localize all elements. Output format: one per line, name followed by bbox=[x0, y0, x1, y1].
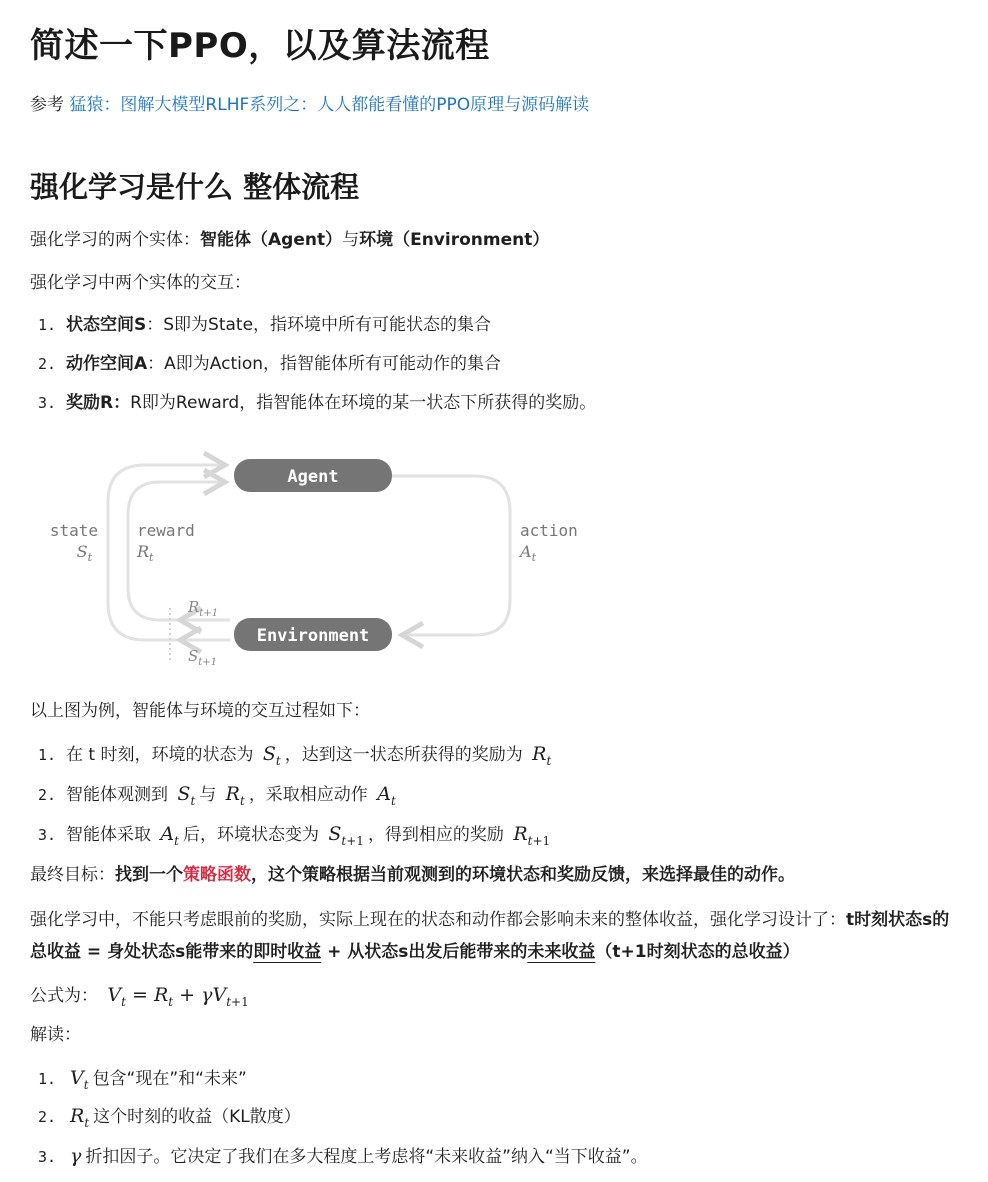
entities-line: 强化学习的两个实体：智能体（Agent）与环境（Environment） bbox=[30, 230, 550, 250]
list-item: 3. γ 折扣因子。它决定了我们在多大程度上考虑将“未来收益”纳入“当下收益”。 bbox=[38, 1145, 648, 1167]
goal-line: 最终目标：找到一个策略函数，这个策略根据当前观测到的环境状态和奖励反馈，来选择最佳的动作。 bbox=[30, 865, 795, 885]
list-item: 2. 智能体观测到 $S_t$ 与 $R_t$ ，采取相应动作 $A_t$ bbox=[38, 781, 400, 814]
math-v-t: $V_t$ bbox=[70, 1067, 89, 1092]
math-r-t1: $R_{t+1}$ bbox=[513, 823, 551, 848]
page-title: 简述一下PPO，以及算法流程 bbox=[30, 26, 490, 66]
math-gamma: γ bbox=[70, 1145, 82, 1167]
list-item: 1. 状态空间S：S即为State，指环境中所有可能状态的集合 bbox=[38, 315, 492, 335]
reward-next-symbol: $R_{t+1}$ bbox=[188, 598, 219, 619]
math-s-t: $S_t$ bbox=[177, 783, 196, 808]
agent-term: 智能体（Agent） bbox=[200, 230, 343, 250]
math-s-t: $S_t$ bbox=[262, 743, 281, 768]
math-a-t: $A_t$ bbox=[377, 783, 396, 808]
formula-line: 公式为： $V_t = R_t + \gamma V_{t+1}$ bbox=[30, 982, 253, 1015]
math-r-t: $R_t$ bbox=[70, 1105, 90, 1130]
environment-label: Environment bbox=[256, 626, 370, 646]
future-reward-term: 未来收益 bbox=[527, 942, 596, 962]
list-item: 2. 动作空间A：A即为Action，指智能体所有可能动作的集合 bbox=[38, 354, 502, 374]
list-item: 2. $R_t$ 这个时刻的收益（KL散度） bbox=[38, 1105, 301, 1130]
policy-function-highlight: 策略函数 bbox=[183, 865, 251, 885]
interp-title: 解读： bbox=[30, 1025, 81, 1045]
action-loop-arrow bbox=[392, 476, 510, 635]
reference-link[interactable]: 猛猿：图解大模型RLHF系列之：人人都能看懂的PPO原理与源码解读 bbox=[69, 95, 590, 115]
example-intro: 以上图为例，智能体与环境的交互过程如下： bbox=[30, 701, 370, 721]
list-item: 3. 智能体采取 $A_t$ 后，环境状态变为 $S_{t+1}$ ，得到相应的奖励 $R_{t+1}$ bbox=[38, 821, 554, 854]
math-a-t: $A_t$ bbox=[160, 823, 179, 848]
value-formula: $V_t = R_t + \gamma V_{t+1}$ bbox=[107, 984, 249, 1009]
agent-label: Agent bbox=[287, 467, 339, 487]
list-item: 1. 在 t 时刻，环境的状态为 $S_t$ ，达到这一状态所获得的奖励为 $R_t$ bbox=[38, 741, 555, 774]
math-s-t1: $S_{t+1}$ bbox=[328, 823, 364, 848]
state-symbol: $S_t$ bbox=[76, 542, 92, 564]
rl-loop-diagram bbox=[20, 440, 600, 685]
action-symbol: $A_t$ bbox=[520, 542, 536, 564]
immediate-reward-term: 即时收益 bbox=[253, 942, 322, 962]
reward-label: reward bbox=[137, 521, 195, 540]
reward-symbol: $R_t$ bbox=[137, 542, 154, 564]
list-item: 1. $V_t$ 包含“现在”和“未来” bbox=[38, 1067, 247, 1092]
section-title: 强化学习是什么 整体流程 bbox=[30, 170, 360, 204]
state-label: state bbox=[49, 521, 98, 540]
list-item: 3. 奖励R：R即为Reward，指智能体在环境的某一状态下所获得的奖励。 bbox=[38, 393, 597, 413]
env-term: 环境（Environment） bbox=[359, 230, 550, 250]
total-return-paragraph: 强化学习中，不能只考虑眼前的奖励，实际上现在的状态和动作都会影响未来的整体收益，强化学习设计了：t时刻状态s的总收益 = 身处状态s能带来的即时收益 + 从状态s出发后能带来的未来收益（t+1时刻状态的总收益） bbox=[30, 910, 950, 962]
math-r-t: $R_t$ bbox=[225, 783, 245, 808]
interaction-intro: 强化学习中两个实体的交互： bbox=[30, 273, 251, 293]
state-next-symbol: $S_{t+1}$ bbox=[188, 647, 218, 668]
math-r-t: $R_t$ bbox=[532, 743, 552, 768]
reference-prefix: 参考 bbox=[30, 95, 64, 115]
reference-line bbox=[30, 90, 589, 115]
action-label: action bbox=[520, 521, 578, 540]
